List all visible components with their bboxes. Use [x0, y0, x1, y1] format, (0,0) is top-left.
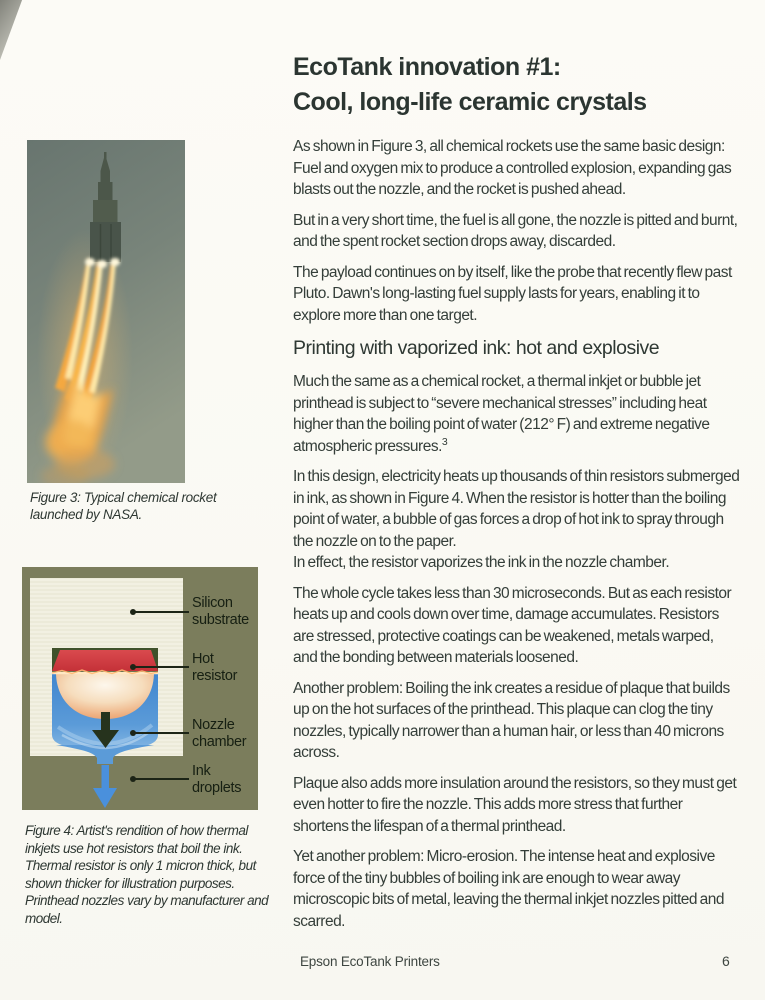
figure3-rocket-photo [27, 140, 185, 483]
label-hot-resistor: Hot resistor [192, 651, 238, 684]
section-subheading: Printing with vaporized ink: hot and explosive [293, 337, 660, 359]
paragraph-cycle-damage: The whole cycle takes less than 30 microseconds. But as each resistor heats up and cools down over time, damage accumulates. Resistors are stressed, protective coatings can be weakened, metals warped, and the bonding between materials loosened. [293, 584, 732, 666]
paragraph-micro-erosion: Yet another problem: Micro-erosion. The intense heat and explosive force of the tiny bubbles of boiling ink are enough to wear away microscopic bits of metal, leaving the thermal inkjet nozzles pitted and scarred. [293, 848, 725, 930]
footer-document-title: Epson EcoTank Printers [300, 954, 440, 969]
paragraph-mechanical-stresses [293, 371, 740, 457]
scan-corner-artifact [0, 0, 24, 60]
paragraph-resistor-design-text: In this design, electricity heats up thousands of thin resistors submerged in ink, as shown in Figure 4. When the resistor is hotter than the boiling point of water, a bubble of gas forces a drop of hot ink to spray through the nozzle on to the paper. [293, 468, 740, 550]
paragraph-plaque: Another problem: Boiling the ink creates a residue of plaque that builds up on the hot surfaces of the printhead. This plaque can clog the tiny nozzles, typically narrower than a human hair, or less than 40 microns across. [293, 679, 730, 761]
footer-page-number: 6 [722, 953, 730, 969]
paragraph-resistor-design-text2: In effect, the resistor vaporizes the ink in the nozzle chamber. [293, 554, 670, 571]
paragraph-mechanical-stresses-text: Much the same as a chemical rocket, a thermal inkjet or bubble jet printhead is subject to “severe mechanical stresses” including heat higher than the boiling point of water (212° F) and extreme negative atmospheric pressures. [293, 373, 710, 455]
page-title [293, 50, 740, 120]
footnote-reference-3: 3 [441, 435, 448, 448]
paragraph-rocket-design: As shown in Figure 3, all chemical rockets use the same basic design: Fuel and oxygen mix to produce a controlled explosion, expanding gas blasts out the nozzle, and the rocket is pushed ahead. [293, 138, 732, 198]
label-silicon-substrate: Silicon substrate [192, 595, 249, 628]
paragraph-payload: The payload continues on by itself, like the probe that recently flew past Pluto. Dawn's long-lasting fuel supply lasts for years, enabling it to explore more than one target. [293, 263, 732, 324]
rocket-photo-graphic [27, 140, 185, 483]
page-title-line1: EcoTank innovation #1: [293, 53, 561, 81]
figure3-caption: Figure 3: Typical chemical rocket launched by NASA. [30, 490, 217, 522]
label-nozzle-chamber: Nozzle chamber [192, 717, 247, 750]
paragraph-resistor-design [293, 466, 740, 574]
paragraph-insulation: Plaque also adds more insulation around the resistors, so they must get even hotter to fire the nozzle. This adds more stress that further shortens the lifespan of a thermal printhead. [293, 774, 737, 835]
page-title-line2: Cool, long-life ceramic crystals [293, 88, 647, 116]
label-ink-droplets: Ink droplets [192, 763, 242, 796]
figure4-caption: Figure 4: Artist's rendition of how thermal inkjets use hot resistors that boil the ink. Thermal resistor is only 1 micron thick, but shown thicker for illustration purposes. Printhead nozzles vary by manufacturer and model. [25, 823, 269, 926]
article-column [293, 50, 740, 941]
paragraph-fuel-gone: But in a very short time, the fuel is all gone, the nozzle is pitted and burnt, and the spent rocket section drops away, discarded. [293, 211, 738, 250]
figure4-inkjet-diagram [22, 567, 258, 810]
